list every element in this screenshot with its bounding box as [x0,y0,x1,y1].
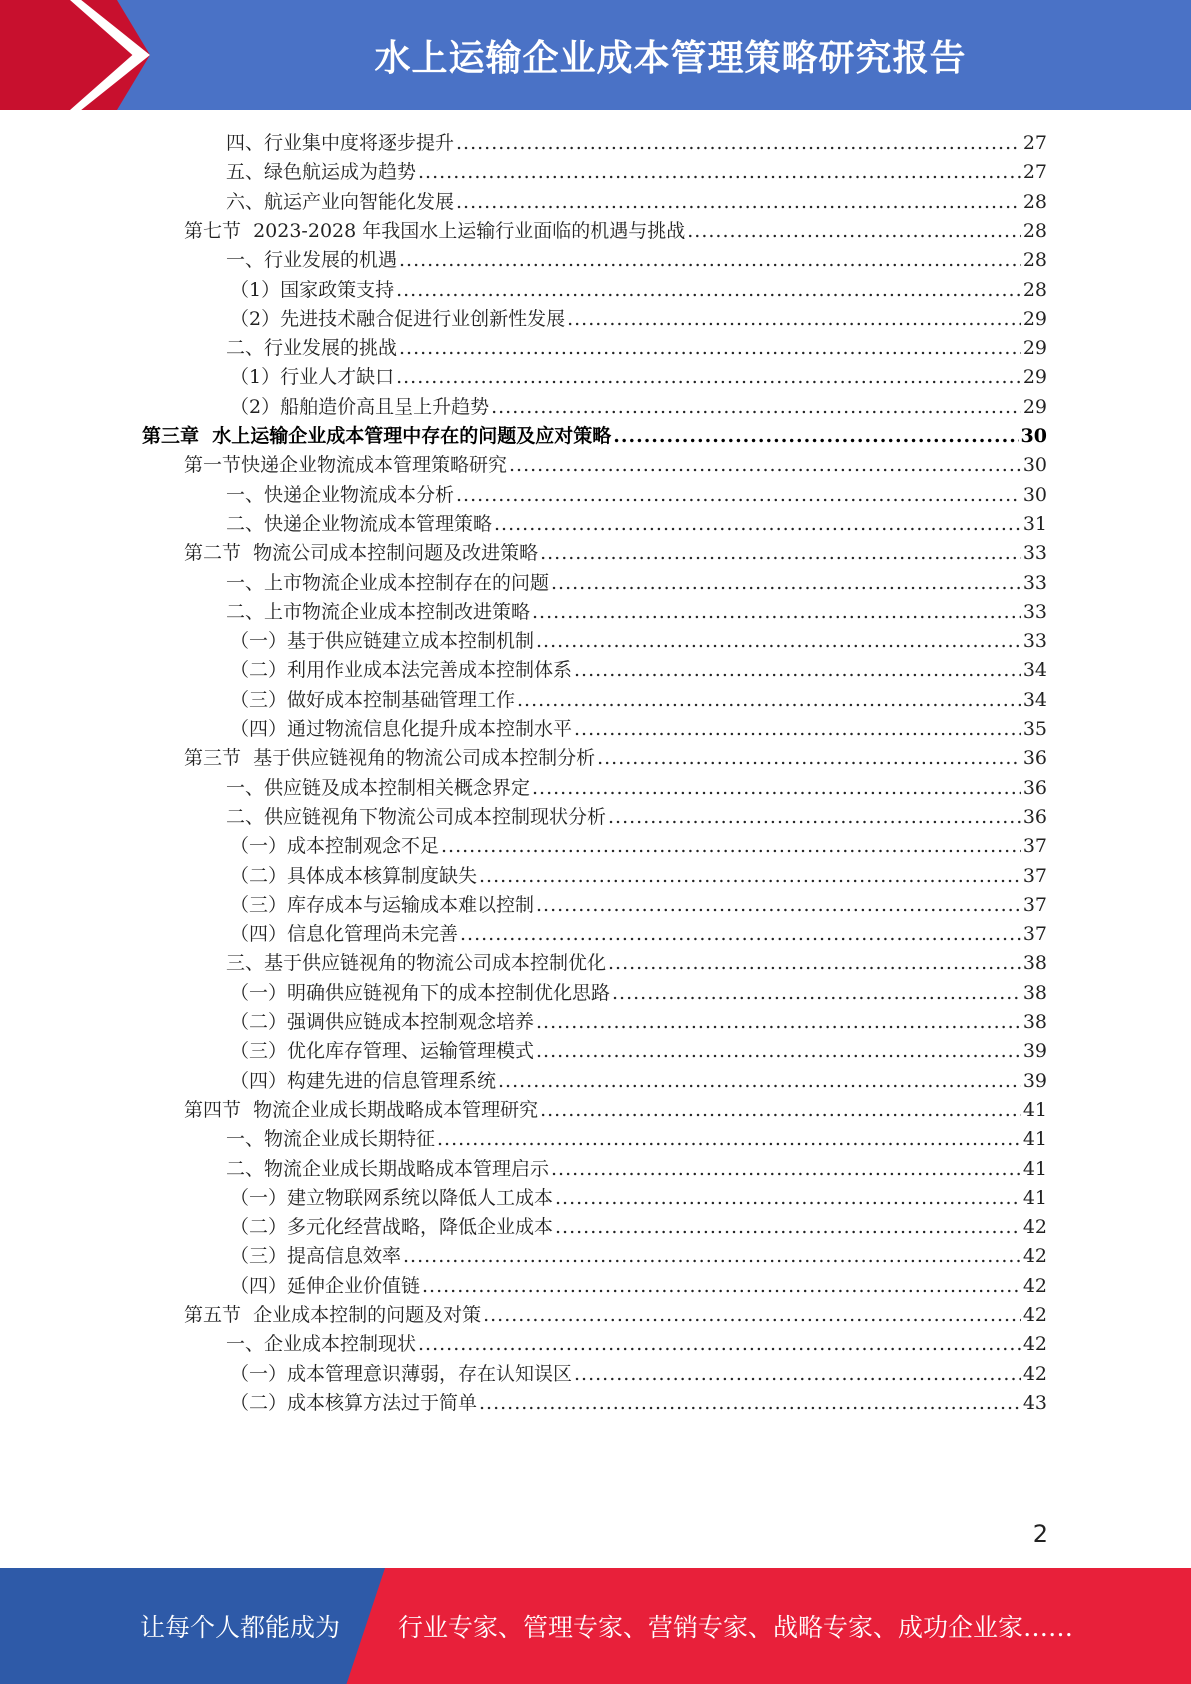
toc-leader-dots [540,1095,1021,1126]
toc-entry-title: （四）通过物流信息化提升成本控制水平 [230,718,573,740]
toc-entry[interactable] [230,1271,1047,1302]
toc-leader-dots [418,1329,1021,1360]
toc-entry-title: 第三节 基于供应链视角的物流公司成本控制分析 [184,747,596,770]
toc-leader-dots [597,743,1021,774]
toc-entry-page: 41 [1022,1186,1047,1209]
toc-entry[interactable] [230,626,1047,657]
toc-entry-page: 42 [1022,1216,1047,1239]
toc-entry-page: 42 [1022,1245,1047,1268]
toc-leader-dots [491,392,1021,423]
toc-entry-page: 39 [1022,1069,1047,1092]
toc-entry-page: 28 [1022,219,1047,242]
toc-entry-page: 27 [1022,161,1047,184]
toc-leader-dots [498,1066,1021,1097]
toc-leader-dots [456,128,1021,159]
toc-entry-page: 33 [1022,630,1047,653]
toc-entry[interactable] [230,1212,1047,1243]
toc-leader-dots [612,978,1021,1009]
toc-entry[interactable] [226,773,1047,804]
toc-entry-title: （三）提高信息效率 [230,1245,402,1268]
toc-entry[interactable] [230,1007,1047,1038]
toc-entry[interactable] [226,1154,1047,1185]
toc-entry-title: 第二节 物流公司成本控制问题及改进策略 [184,542,539,565]
toc-entry[interactable] [226,802,1047,833]
page-footer [0,1568,1191,1684]
toc-entry[interactable] [230,685,1047,716]
toc-entry-page: 38 [1022,1011,1047,1033]
toc-entry-page: 30 [1022,454,1047,477]
toc-entry-title: 二、上市物流企业成本控制改进策略 [226,600,531,623]
toc-entry[interactable] [184,1095,1047,1126]
toc-entry-title: 二、行业发展的挑战 [226,337,398,360]
toc-entry-page: 42 [1022,1362,1047,1385]
toc-entry[interactable] [230,890,1047,921]
toc-leader-dots [479,1388,1021,1419]
toc-entry-title: （三）库存成本与运输成本难以控制 [230,893,535,916]
toc-entry[interactable] [230,1359,1047,1390]
toc-entry-page: 43 [1022,1391,1047,1414]
toc-entry-title: 二、供应链视角下物流公司成本控制现状分析 [226,805,607,828]
toc-leader-dots [540,538,1021,569]
toc-entry-page: 29 [1022,307,1047,330]
toc-leader-dots [687,216,1021,247]
toc-leader-dots [532,597,1021,628]
toc-entry-title: （三）做好成本控制基础管理工作 [230,688,516,711]
toc-entry-page: 33 [1022,600,1047,623]
toc-entry-title: 第五节 企业成本控制的问题及对策 [184,1304,482,1326]
toc-entry[interactable] [184,216,1047,247]
toc-entry[interactable] [230,978,1047,1009]
toc-leader-dots [555,1183,1021,1214]
toc-entry-title: 三、基于供应链视角的物流公司成本控制优化 [226,952,607,975]
toc-leader-dots [441,831,1021,862]
toc-entry[interactable] [230,304,1047,335]
toc-entry-title: （2）先进技术融合促进行业创新性发展 [230,307,566,330]
page-number: 2 [1032,1520,1048,1548]
toc-entry-title: 第四节 物流企业成长期战略成本管理研究 [184,1098,539,1121]
toc-entry-title: 一、供应链及成本控制相关概念界定 [226,776,531,799]
toc-entry-title: 四、行业集中度将逐步提升 [226,132,455,154]
toc-leader-dots [399,333,1021,364]
toc-leader-dots [456,187,1021,218]
toc-entry-title: 一、上市物流企业成本控制存在的问题 [226,571,550,594]
toc-leader-dots [396,362,1021,393]
toc-entry[interactable] [230,919,1047,950]
toc-leader-dots [517,685,1021,716]
toc-leader-dots [608,948,1021,979]
toc-entry-title: 六、航运产业向智能化发展 [226,190,455,213]
toc-entry-title: （四）信息化管理尚未完善 [230,923,459,946]
toc-entry[interactable] [230,275,1047,306]
toc-entry-title: （二）强调供应链成本控制观念培养 [230,1011,535,1033]
toc-entry[interactable] [230,1388,1047,1419]
toc-entry-page: 28 [1022,249,1047,272]
toc-entry-title: （2）船舶造价高且呈上升趋势 [230,395,490,418]
toc-entry-page: 38 [1022,981,1047,1004]
toc-leader-dots [555,1212,1021,1243]
footer-slogan-left: 让每个人都能成为 [140,1613,341,1642]
toc-entry-page: 41 [1022,1128,1047,1151]
toc-entry[interactable] [226,1329,1047,1360]
toc-entry-page: 31 [1022,512,1047,535]
toc-entry-title: 五、绿色航运成为趋势 [226,161,417,184]
toc-leader-dots [574,714,1021,745]
toc-entry-title: 一、快递企业物流成本分析 [226,483,455,506]
toc-entry[interactable] [226,948,1047,979]
toc-entry-page: 35 [1022,718,1047,740]
toc-entry-title: （二）成本核算方法过于简单 [230,1391,478,1414]
toc-leader-dots [536,890,1021,921]
toc-entry-page: 41 [1022,1157,1047,1180]
toc-entry[interactable] [226,1124,1047,1155]
toc-entry-title: 一、物流企业成长期特征 [226,1128,436,1151]
toc-entry[interactable] [226,245,1047,276]
toc-entry[interactable] [230,714,1047,745]
toc-leader-dots [551,1154,1021,1185]
toc-entry-title: （一）明确供应链视角下的成本控制优化思路 [230,981,611,1004]
toc-leader-dots [532,773,1021,804]
toc-leader-dots [479,861,1021,892]
toc-entry-title: （二）多元化经营战略，降低企业成本 [230,1216,554,1239]
toc-entry-page: 39 [1022,1040,1047,1063]
toc-entry-page: 29 [1022,337,1047,360]
toc-entry-page: 41 [1022,1098,1047,1121]
toc-entry-title: （一）基于供应链建立成本控制机制 [230,630,535,653]
toc-entry-title: 第一节快递企业物流成本管理策略研究 [184,454,508,477]
toc-entry-title: （一）成本控制观念不足 [230,835,440,858]
toc-entry[interactable] [230,362,1047,393]
toc-entry-page: 33 [1022,571,1047,594]
toc-leader-dots [399,245,1021,276]
toc-entry-page: 36 [1022,805,1047,828]
toc-entry-title: （二）具体成本核算制度缺失 [230,864,478,887]
toc-entry-title: 二、快递企业物流成本管理策略 [226,512,493,535]
toc-entry-title: 第三章 水上运输企业成本管理中存在的问题及应对策略 [142,425,612,447]
toc-leader-dots [567,304,1021,335]
toc-entry-page: 28 [1022,278,1047,301]
toc-leader-dots [536,1007,1021,1038]
toc-entry[interactable] [230,1241,1047,1272]
toc-entry-title: 二、物流企业成长期战略成本管理启示 [226,1157,550,1180]
toc-entry-title: （1）行业人才缺口 [230,366,395,389]
toc-entry-title: （三）优化库存管理、运输管理模式 [230,1040,535,1063]
toc-entry-page: 37 [1022,893,1047,916]
report-title: 水上运输企业成本管理策略研究报告 [374,37,967,79]
toc-entry[interactable] [184,1300,1047,1331]
toc-entry-page: 28 [1022,190,1047,213]
toc-entry-title: （四）构建先进的信息管理系统 [230,1069,497,1092]
toc-entry[interactable] [226,568,1047,599]
toc-entry[interactable] [230,1036,1047,1067]
toc-entry[interactable] [184,743,1047,774]
toc-entry-title: 一、企业成本控制现状 [226,1333,417,1356]
toc-entry-page: 34 [1022,659,1047,682]
toc-entry-page: 27 [1022,132,1047,154]
toc-leader-dots [494,509,1021,540]
toc-entry-page: 30 [1020,425,1047,447]
toc-entry-title: 第七节 2023-2028 年我国水上运输行业面临的机遇与挑战 [184,219,686,242]
toc-leader-dots [456,480,1021,511]
toc-entry[interactable] [226,597,1047,628]
toc-entry-page: 36 [1022,747,1047,770]
toc-leader-dots [536,626,1021,657]
toc-entry-page: 37 [1022,835,1047,858]
toc-leader-dots [437,1124,1021,1155]
toc-entry[interactable] [184,450,1047,481]
toc-leader-dots [608,802,1021,833]
toc-entry-page: 36 [1022,776,1047,799]
toc-entry-page: 29 [1022,395,1047,418]
page-header [0,0,1191,110]
toc-entry[interactable] [230,1183,1047,1214]
toc-entry[interactable] [226,333,1047,364]
toc-leader-dots [613,421,1018,452]
toc-entry[interactable] [226,480,1047,511]
toc-leader-dots [483,1300,1021,1331]
toc-entry-title: （一）建立物联网系统以降低人工成本 [230,1186,554,1209]
toc-entry[interactable] [230,831,1047,862]
toc-leader-dots [574,1359,1021,1390]
toc-entry[interactable] [184,538,1047,569]
toc-entry-page: 37 [1022,864,1047,887]
header-red-chevron [0,0,150,110]
toc-entry[interactable] [226,128,1047,159]
toc-leader-dots [460,919,1021,950]
toc-leader-dots [551,568,1021,599]
toc-entry-title: 一、行业发展的机遇 [226,249,398,272]
toc-entry-page: 34 [1022,688,1047,711]
toc-entry-page: 37 [1022,923,1047,946]
toc-entry-title: （1）国家政策支持 [230,278,395,301]
toc-entry-page: 30 [1022,483,1047,506]
toc-leader-dots [574,655,1021,686]
toc-entry-page: 38 [1022,952,1047,975]
toc-leader-dots [536,1036,1021,1067]
toc-entry[interactable] [230,655,1047,686]
toc-entry[interactable] [230,392,1047,423]
toc-entry-page: 42 [1022,1304,1047,1326]
toc-leader-dots [509,450,1021,481]
toc-leader-dots [403,1241,1021,1272]
toc-entry[interactable] [226,157,1047,188]
toc-entry-page: 29 [1022,366,1047,389]
footer-slogan-right: 行业专家、管理专家、营销专家、战略专家、成功企业家…… [398,1613,1074,1642]
toc-leader-dots [396,275,1021,306]
toc-entry-page: 33 [1022,542,1047,565]
toc-entry-title: （二）利用作业成本法完善成本控制体系 [230,659,573,682]
toc-entry-page: 42 [1022,1274,1047,1297]
toc-entry-title: （一）成本管理意识薄弱，存在认知误区 [230,1362,573,1385]
toc-entry[interactable] [230,1066,1047,1097]
toc-entry-page: 42 [1022,1333,1047,1356]
toc-entry[interactable] [142,421,1047,452]
toc-leader-dots [422,1271,1021,1302]
toc-entry[interactable] [226,187,1047,218]
toc-entry-title: （四）延伸企业价值链 [230,1274,421,1297]
toc-entry[interactable] [226,509,1047,540]
toc-leader-dots [418,157,1021,188]
toc-entry[interactable] [230,861,1047,892]
